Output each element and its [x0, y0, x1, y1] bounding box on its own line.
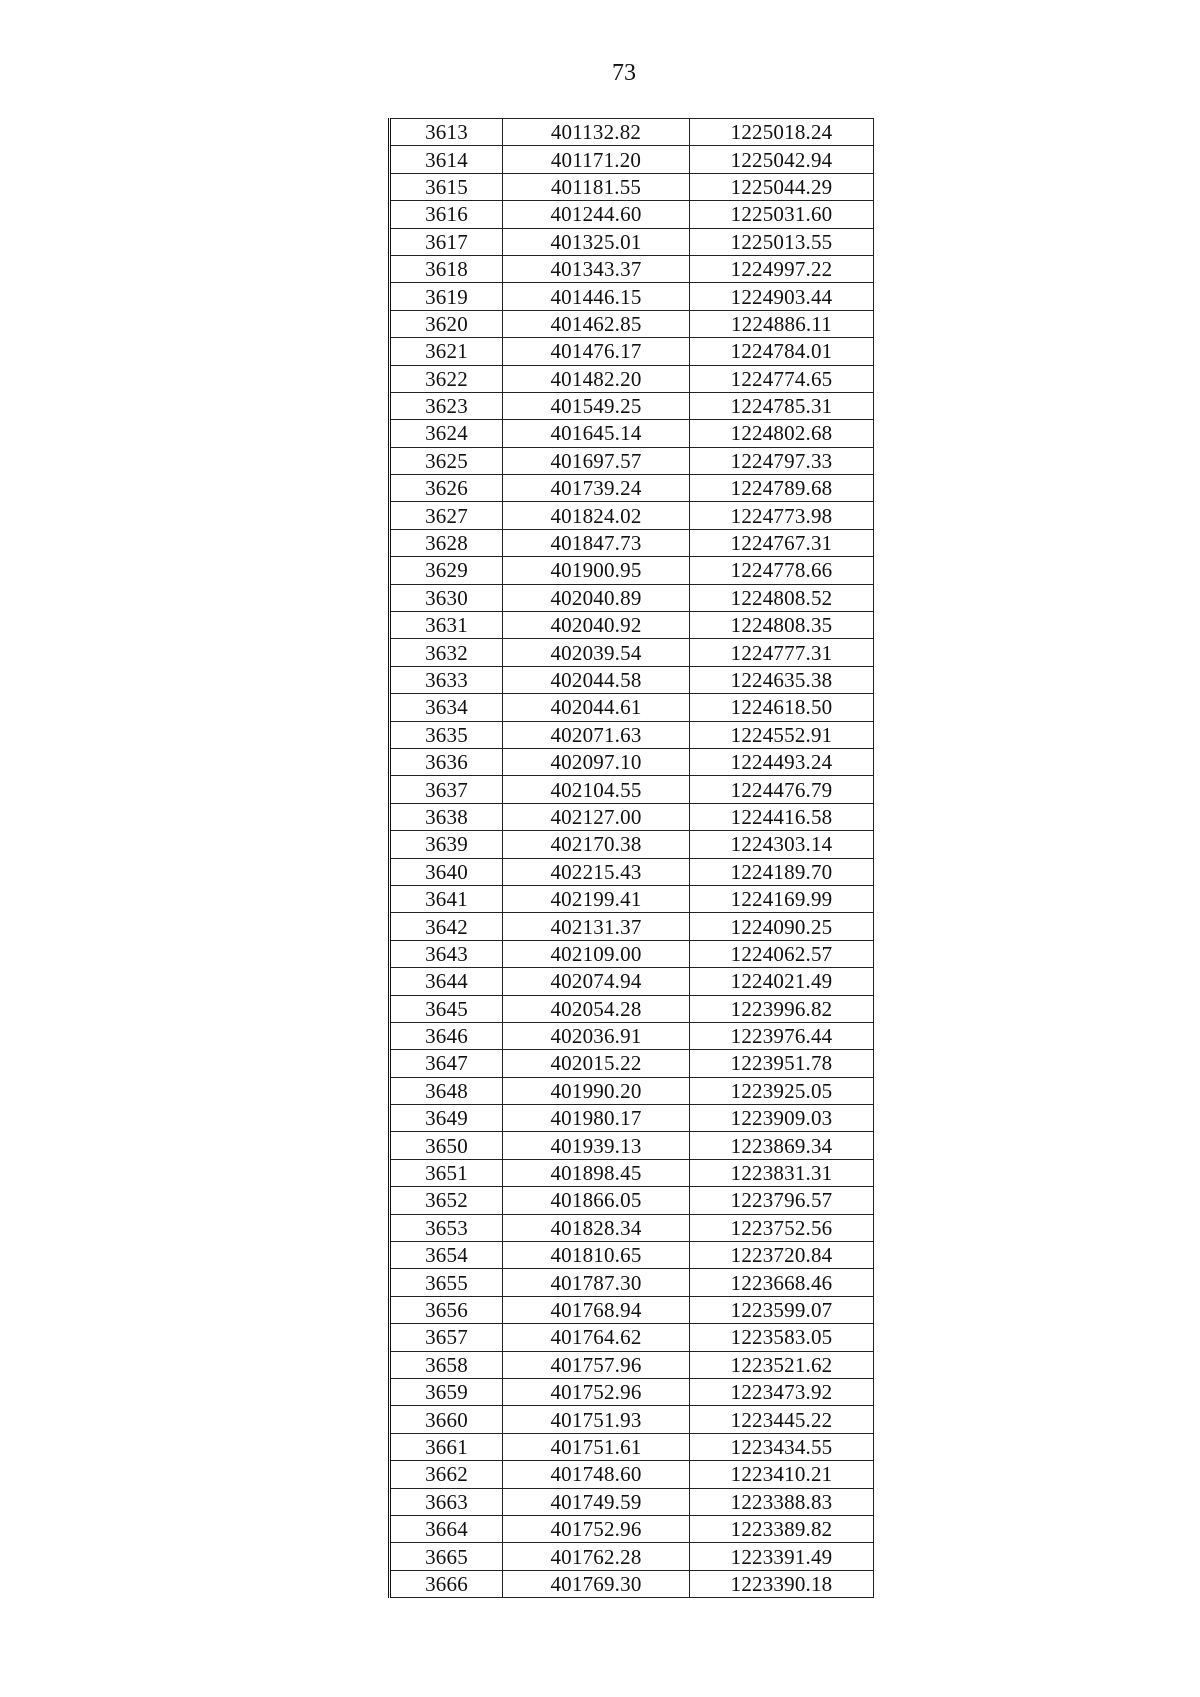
point-number-cell: 3647: [390, 1050, 503, 1077]
x-coordinate-cell: 401757.96: [503, 1351, 690, 1378]
y-coordinate-cell: 1224773.98: [690, 502, 874, 529]
y-coordinate-cell: 1223521.62: [690, 1351, 874, 1378]
table-row: [390, 968, 874, 995]
y-coordinate-cell: 1224189.70: [690, 858, 874, 885]
y-coordinate-cell: 1224797.33: [690, 447, 874, 474]
point-number-cell: 3640: [390, 858, 503, 885]
y-coordinate-cell: 1224802.68: [690, 420, 874, 447]
y-coordinate-cell: 1225031.60: [690, 201, 874, 228]
y-coordinate-cell: 1224774.65: [690, 365, 874, 392]
x-coordinate-cell: 401762.28: [503, 1543, 690, 1570]
point-number-cell: 3620: [390, 310, 503, 337]
point-number-cell: 3621: [390, 338, 503, 365]
y-coordinate-cell: 1223599.07: [690, 1296, 874, 1323]
x-coordinate-cell: 402040.92: [503, 612, 690, 639]
x-coordinate-cell: 401697.57: [503, 447, 690, 474]
point-number-cell: 3656: [390, 1296, 503, 1323]
x-coordinate-cell: 401828.34: [503, 1214, 690, 1241]
x-coordinate-cell: 401749.59: [503, 1488, 690, 1515]
point-number-cell: 3654: [390, 1242, 503, 1269]
point-number-cell: 3666: [390, 1570, 503, 1597]
x-coordinate-cell: 402131.37: [503, 913, 690, 940]
table-row: [390, 1214, 874, 1241]
point-number-cell: 3629: [390, 557, 503, 584]
x-coordinate-cell: 401645.14: [503, 420, 690, 447]
table-row: [390, 885, 874, 912]
table-row: [390, 529, 874, 556]
page-number: 73: [612, 60, 636, 86]
y-coordinate-cell: 1223925.05: [690, 1077, 874, 1104]
table-row: [390, 1077, 874, 1104]
x-coordinate-cell: 402036.91: [503, 1022, 690, 1049]
table-row: [390, 502, 874, 529]
x-coordinate-cell: 401751.61: [503, 1433, 690, 1460]
x-coordinate-cell: 402104.55: [503, 776, 690, 803]
table-row: [390, 803, 874, 830]
y-coordinate-cell: 1224552.91: [690, 721, 874, 748]
y-coordinate-cell: 1223720.84: [690, 1242, 874, 1269]
y-coordinate-cell: 1223996.82: [690, 995, 874, 1022]
point-number-cell: 3641: [390, 885, 503, 912]
y-coordinate-cell: 1224886.11: [690, 310, 874, 337]
table-row: [390, 447, 874, 474]
y-coordinate-cell: 1224903.44: [690, 283, 874, 310]
x-coordinate-cell: 401244.60: [503, 201, 690, 228]
point-number-cell: 3636: [390, 748, 503, 775]
x-coordinate-cell: 401769.30: [503, 1570, 690, 1597]
y-coordinate-cell: 1224777.31: [690, 639, 874, 666]
x-coordinate-cell: 401476.17: [503, 338, 690, 365]
y-coordinate-cell: 1223831.31: [690, 1159, 874, 1186]
table-row: [390, 940, 874, 967]
x-coordinate-cell: 401462.85: [503, 310, 690, 337]
x-coordinate-cell: 401751.93: [503, 1406, 690, 1433]
table-row: [390, 612, 874, 639]
table-row: [390, 392, 874, 419]
y-coordinate-cell: 1224021.49: [690, 968, 874, 995]
table-row: [390, 1105, 874, 1132]
table-row: [390, 1570, 874, 1597]
point-number-cell: 3639: [390, 831, 503, 858]
table-row: [390, 119, 874, 146]
point-number-cell: 3634: [390, 694, 503, 721]
x-coordinate-cell: 401181.55: [503, 173, 690, 200]
point-number-cell: 3626: [390, 475, 503, 502]
point-number-cell: 3642: [390, 913, 503, 940]
table-row: [390, 475, 874, 502]
table-row: [390, 310, 874, 337]
point-number-cell: 3618: [390, 255, 503, 282]
y-coordinate-cell: 1224618.50: [690, 694, 874, 721]
x-coordinate-cell: 402071.63: [503, 721, 690, 748]
x-coordinate-cell: 401446.15: [503, 283, 690, 310]
point-number-cell: 3648: [390, 1077, 503, 1104]
point-number-cell: 3649: [390, 1105, 503, 1132]
y-coordinate-cell: 1223796.57: [690, 1187, 874, 1214]
y-coordinate-cell: 1223951.78: [690, 1050, 874, 1077]
point-number-cell: 3651: [390, 1159, 503, 1186]
x-coordinate-cell: 402097.10: [503, 748, 690, 775]
point-number-cell: 3660: [390, 1406, 503, 1433]
y-coordinate-cell: 1223869.34: [690, 1132, 874, 1159]
point-number-cell: 3628: [390, 529, 503, 556]
y-coordinate-cell: 1225042.94: [690, 146, 874, 173]
x-coordinate-cell: 401171.20: [503, 146, 690, 173]
table-row: [390, 1324, 874, 1351]
y-coordinate-cell: 1225018.24: [690, 119, 874, 146]
x-coordinate-cell: 401980.17: [503, 1105, 690, 1132]
table-row: [390, 1187, 874, 1214]
point-number-cell: 3646: [390, 1022, 503, 1049]
point-number-cell: 3623: [390, 392, 503, 419]
table-row: [390, 1022, 874, 1049]
table-row: [390, 1378, 874, 1405]
point-number-cell: 3664: [390, 1515, 503, 1542]
table-row: [390, 995, 874, 1022]
point-number-cell: 3644: [390, 968, 503, 995]
table-row: [390, 748, 874, 775]
point-number-cell: 3665: [390, 1543, 503, 1570]
x-coordinate-cell: 401325.01: [503, 228, 690, 255]
table-row: [390, 1351, 874, 1378]
y-coordinate-cell: 1224997.22: [690, 255, 874, 282]
table-row: [390, 255, 874, 282]
point-number-cell: 3627: [390, 502, 503, 529]
x-coordinate-cell: 401898.45: [503, 1159, 690, 1186]
y-coordinate-cell: 1224416.58: [690, 803, 874, 830]
x-coordinate-cell: 402074.94: [503, 968, 690, 995]
table-row: [390, 420, 874, 447]
table-row: [390, 1488, 874, 1515]
y-coordinate-cell: 1224303.14: [690, 831, 874, 858]
y-coordinate-cell: 1223390.18: [690, 1570, 874, 1597]
table-row: [390, 1543, 874, 1570]
y-coordinate-cell: 1223752.56: [690, 1214, 874, 1241]
table-row: [390, 557, 874, 584]
table-row: [390, 913, 874, 940]
point-number-cell: 3637: [390, 776, 503, 803]
point-number-cell: 3633: [390, 666, 503, 693]
point-number-cell: 3622: [390, 365, 503, 392]
table-row: [390, 338, 874, 365]
y-coordinate-cell: 1224785.31: [690, 392, 874, 419]
point-number-cell: 3652: [390, 1187, 503, 1214]
table-row: [390, 694, 874, 721]
y-coordinate-cell: 1224808.35: [690, 612, 874, 639]
x-coordinate-cell: 401990.20: [503, 1077, 690, 1104]
point-number-cell: 3650: [390, 1132, 503, 1159]
y-coordinate-cell: 1224778.66: [690, 557, 874, 584]
table-body: [390, 119, 874, 1598]
point-number-cell: 3632: [390, 639, 503, 666]
x-coordinate-cell: 401939.13: [503, 1132, 690, 1159]
x-coordinate-cell: 402040.89: [503, 584, 690, 611]
table-row: [390, 776, 874, 803]
y-coordinate-cell: 1224635.38: [690, 666, 874, 693]
coordinates-table: [388, 118, 874, 1598]
y-coordinate-cell: 1223389.82: [690, 1515, 874, 1542]
x-coordinate-cell: 401824.02: [503, 502, 690, 529]
y-coordinate-cell: 1223668.46: [690, 1269, 874, 1296]
x-coordinate-cell: 401787.30: [503, 1269, 690, 1296]
y-coordinate-cell: 1223388.83: [690, 1488, 874, 1515]
y-coordinate-cell: 1223909.03: [690, 1105, 874, 1132]
x-coordinate-cell: 401482.20: [503, 365, 690, 392]
y-coordinate-cell: 1224169.99: [690, 885, 874, 912]
x-coordinate-cell: 402054.28: [503, 995, 690, 1022]
point-number-cell: 3631: [390, 612, 503, 639]
point-number-cell: 3614: [390, 146, 503, 173]
x-coordinate-cell: 401739.24: [503, 475, 690, 502]
point-number-cell: 3659: [390, 1378, 503, 1405]
table-row: [390, 173, 874, 200]
table-row: [390, 1461, 874, 1488]
y-coordinate-cell: 1224808.52: [690, 584, 874, 611]
y-coordinate-cell: 1223410.21: [690, 1461, 874, 1488]
table-row: [390, 584, 874, 611]
point-number-cell: 3661: [390, 1433, 503, 1460]
point-number-cell: 3613: [390, 119, 503, 146]
table-row: [390, 1242, 874, 1269]
table-row: [390, 365, 874, 392]
point-number-cell: 3635: [390, 721, 503, 748]
point-number-cell: 3630: [390, 584, 503, 611]
point-number-cell: 3625: [390, 447, 503, 474]
y-coordinate-cell: 1223445.22: [690, 1406, 874, 1433]
x-coordinate-cell: 401343.37: [503, 255, 690, 282]
point-number-cell: 3653: [390, 1214, 503, 1241]
point-number-cell: 3655: [390, 1269, 503, 1296]
table-row: [390, 1406, 874, 1433]
point-number-cell: 3662: [390, 1461, 503, 1488]
y-coordinate-cell: 1224062.57: [690, 940, 874, 967]
table-row: [390, 1269, 874, 1296]
x-coordinate-cell: 401132.82: [503, 119, 690, 146]
table-row: [390, 228, 874, 255]
table-row: [390, 1159, 874, 1186]
x-coordinate-cell: 401900.95: [503, 557, 690, 584]
table-row: [390, 1296, 874, 1323]
x-coordinate-cell: 401764.62: [503, 1324, 690, 1351]
y-coordinate-cell: 1223391.49: [690, 1543, 874, 1570]
table-row: [390, 1515, 874, 1542]
table-row: [390, 858, 874, 885]
y-coordinate-cell: 1223976.44: [690, 1022, 874, 1049]
y-coordinate-cell: 1224476.79: [690, 776, 874, 803]
table-row: [390, 721, 874, 748]
point-number-cell: 3617: [390, 228, 503, 255]
x-coordinate-cell: 401752.96: [503, 1378, 690, 1405]
x-coordinate-cell: 401810.65: [503, 1242, 690, 1269]
x-coordinate-cell: 401768.94: [503, 1296, 690, 1323]
point-number-cell: 3657: [390, 1324, 503, 1351]
table-row: [390, 146, 874, 173]
y-coordinate-cell: 1223434.55: [690, 1433, 874, 1460]
x-coordinate-cell: 402215.43: [503, 858, 690, 885]
point-number-cell: 3645: [390, 995, 503, 1022]
y-coordinate-cell: 1224784.01: [690, 338, 874, 365]
y-coordinate-cell: 1225013.55: [690, 228, 874, 255]
x-coordinate-cell: 402199.41: [503, 885, 690, 912]
x-coordinate-cell: 401549.25: [503, 392, 690, 419]
table-row: [390, 283, 874, 310]
x-coordinate-cell: 401866.05: [503, 1187, 690, 1214]
point-number-cell: 3658: [390, 1351, 503, 1378]
table-row: [390, 1050, 874, 1077]
y-coordinate-cell: 1224090.25: [690, 913, 874, 940]
point-number-cell: 3663: [390, 1488, 503, 1515]
table-row: [390, 831, 874, 858]
table-row: [390, 639, 874, 666]
x-coordinate-cell: 401752.96: [503, 1515, 690, 1542]
x-coordinate-cell: 402127.00: [503, 803, 690, 830]
table-row: [390, 201, 874, 228]
y-coordinate-cell: 1224493.24: [690, 748, 874, 775]
x-coordinate-cell: 402015.22: [503, 1050, 690, 1077]
table-row: [390, 1132, 874, 1159]
y-coordinate-cell: 1224767.31: [690, 529, 874, 556]
x-coordinate-cell: 402170.38: [503, 831, 690, 858]
point-number-cell: 3616: [390, 201, 503, 228]
x-coordinate-cell: 402039.54: [503, 639, 690, 666]
table-row: [390, 1433, 874, 1460]
point-number-cell: 3615: [390, 173, 503, 200]
x-coordinate-cell: 401748.60: [503, 1461, 690, 1488]
x-coordinate-cell: 401847.73: [503, 529, 690, 556]
point-number-cell: 3624: [390, 420, 503, 447]
point-number-cell: 3643: [390, 940, 503, 967]
x-coordinate-cell: 402044.58: [503, 666, 690, 693]
point-number-cell: 3638: [390, 803, 503, 830]
y-coordinate-cell: 1225044.29: [690, 173, 874, 200]
y-coordinate-cell: 1224789.68: [690, 475, 874, 502]
table-row: [390, 666, 874, 693]
x-coordinate-cell: 402044.61: [503, 694, 690, 721]
point-number-cell: 3619: [390, 283, 503, 310]
x-coordinate-cell: 402109.00: [503, 940, 690, 967]
y-coordinate-cell: 1223473.92: [690, 1378, 874, 1405]
y-coordinate-cell: 1223583.05: [690, 1324, 874, 1351]
